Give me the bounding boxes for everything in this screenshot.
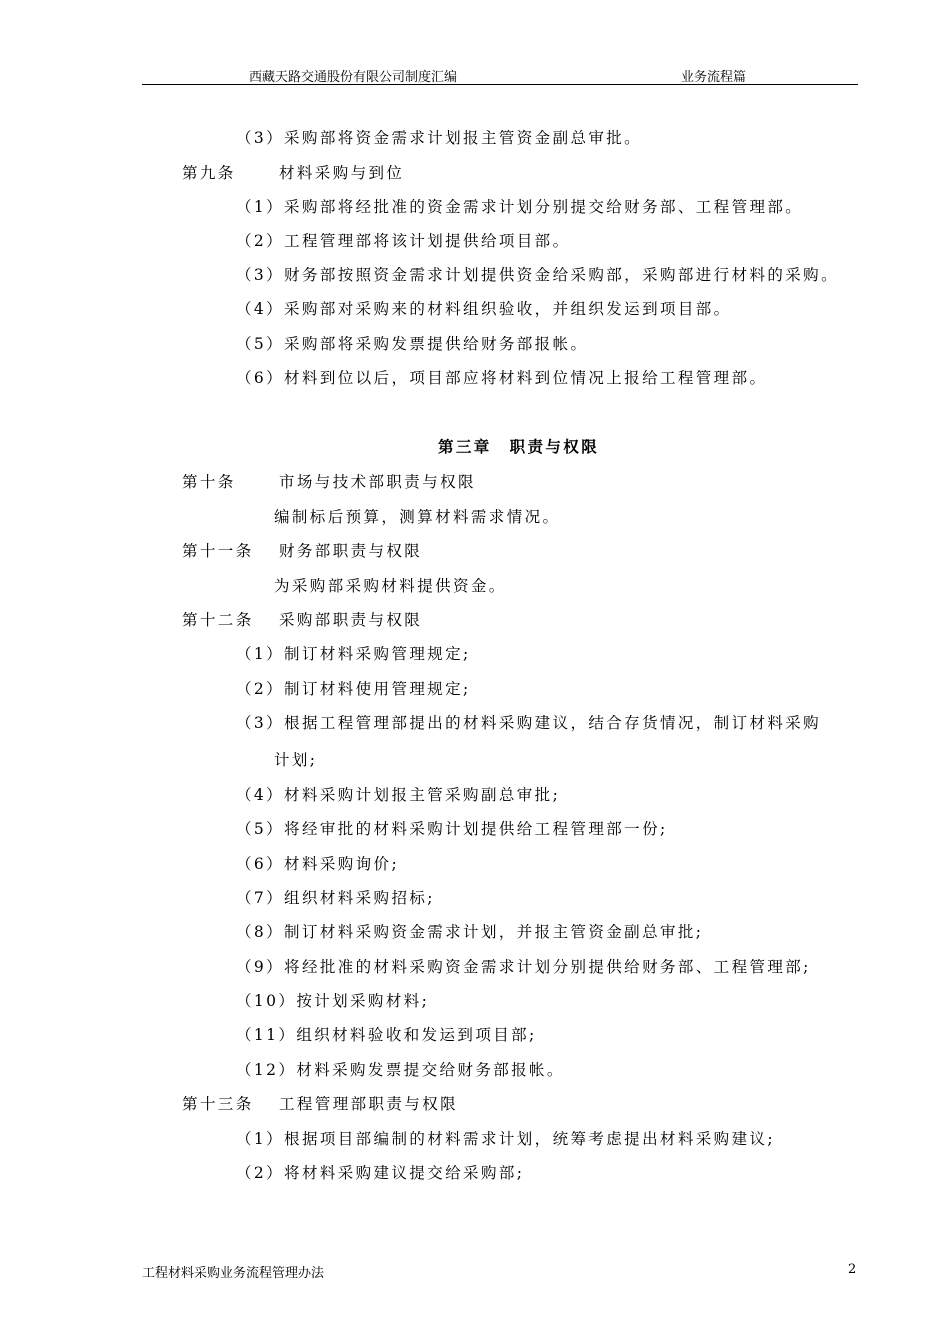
paragraph-line: （5）采购部将采购发票提供给财务部报帐。 (236, 335, 589, 353)
article-heading (182, 610, 422, 630)
paragraph-line: （4）材料采购计划报主管采购副总审批; (236, 786, 561, 804)
article-number: 第九条 (182, 164, 236, 182)
paragraph-line: （1）根据项目部编制的材料需求计划，统筹考虑提出材料采购建议; (236, 1130, 775, 1148)
article-number: 第十三条 (182, 1095, 254, 1113)
article-title: 市场与技术部职责与权限 (279, 473, 476, 491)
paragraph-line: （3）财务部按照资金需求计划提供资金给采购部，采购部进行材料的采购。 (236, 266, 839, 284)
paragraph-line: 计划; (274, 751, 318, 769)
paragraph-line: （6）材料采购询价; (236, 855, 400, 873)
paragraph-line: （2）将材料采购建议提交给采购部; (236, 1164, 525, 1182)
header-section-title: 业务流程篇 (681, 70, 747, 85)
article-number: 第十条 (182, 473, 236, 491)
article-title: 工程管理部职责与权限 (279, 1095, 459, 1113)
paragraph-line: 为采购部采购材料提供资金。 (274, 577, 507, 595)
paragraph-line: （3）根据工程管理部提出的材料采购建议，结合存货情况，制订材料采购 (236, 714, 822, 732)
page-number: 2 (848, 1262, 857, 1277)
paragraph-line: （2）制订材料使用管理规定; (236, 680, 471, 698)
article-title: 采购部职责与权限 (279, 611, 423, 629)
article-number: 第十一条 (182, 542, 254, 560)
article-title: 财务部职责与权限 (279, 542, 423, 560)
paragraph-line: （6）材料到位以后，项目部应将材料到位情况上报给工程管理部。 (236, 369, 768, 387)
paragraph-line: （1）制订材料采购管理规定; (236, 645, 471, 663)
paragraph-line: （4）采购部对采购来的材料组织验收，并组织发运到项目部。 (236, 300, 732, 318)
chapter-heading: 第三章 职责与权限 (438, 437, 600, 456)
paragraph-line: （2）工程管理部将该计划提供给项目部。 (236, 232, 571, 250)
paragraph-line: （12）材料采购发票提交给财务部报帐。 (236, 1061, 565, 1079)
paragraph-line: （9）将经批准的材料采购资金需求计划分别提供给财务部、工程管理部; (236, 958, 811, 976)
paragraph-line: （10）按计划采购材料; (236, 992, 430, 1010)
paragraph-line: （11）组织材料验收和发运到项目部; (236, 1026, 537, 1044)
article-heading (182, 541, 422, 561)
paragraph-line: （1）采购部将经批准的资金需求计划分别提交给财务部、工程管理部。 (236, 198, 804, 216)
header-company-title: 西藏天路交通股份有限公司制度汇编 (249, 70, 458, 85)
footer-document-title: 工程材料采购业务流程管理办法 (142, 1266, 325, 1281)
paragraph-line: （8）制订材料采购资金需求计划，并报主管资金副总审批; (236, 923, 704, 941)
page-header (142, 66, 858, 85)
paragraph-line: 编制标后预算，测算材料需求情况。 (274, 508, 561, 526)
paragraph-line: （5）将经审批的材料采购计划提供给工程管理部一份; (236, 820, 668, 838)
article-heading (182, 163, 404, 183)
article-heading (182, 1094, 458, 1114)
paragraph-line: （3）采购部将资金需求计划报主管资金副总审批。 (236, 129, 643, 147)
article-heading (182, 472, 476, 492)
paragraph-line: （7）组织材料采购招标; (236, 889, 435, 907)
article-title: 材料采购与到位 (279, 164, 405, 182)
article-number: 第十二条 (182, 611, 254, 629)
